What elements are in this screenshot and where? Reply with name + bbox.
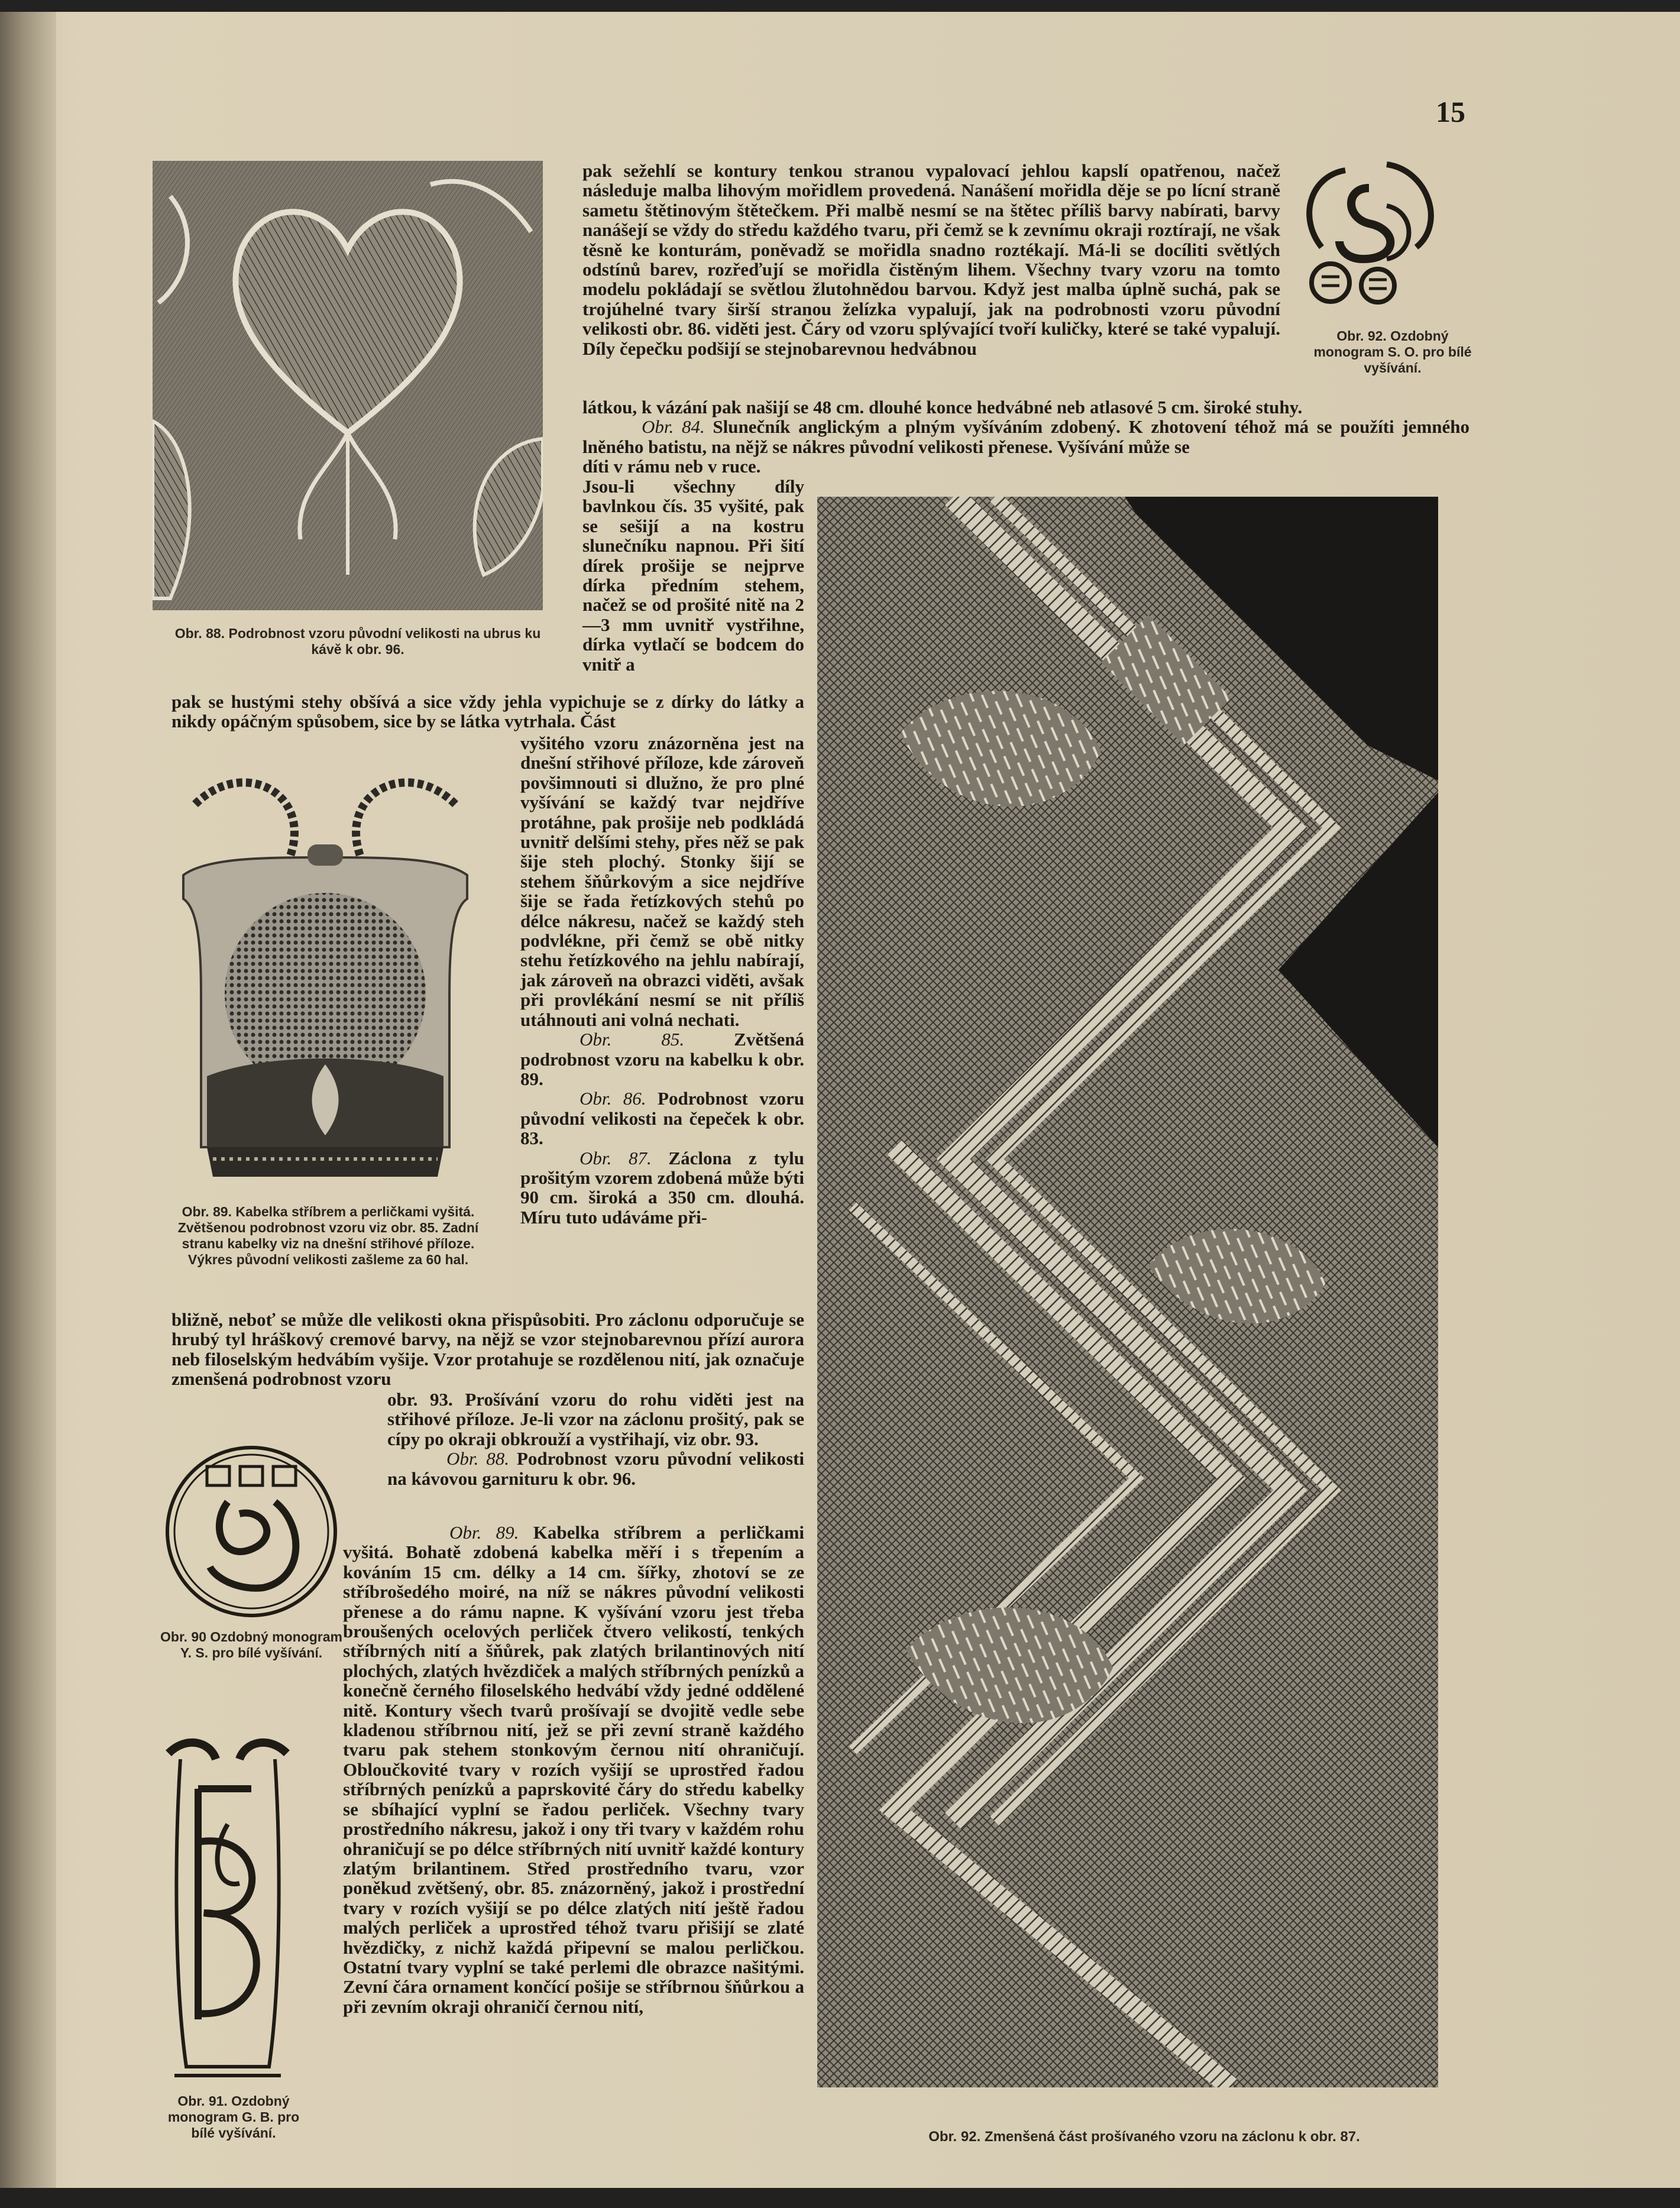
figure-reference: Obr. 87. [580, 1147, 652, 1168]
scan-top-edge [0, 0, 1680, 12]
scan-bottom-edge [0, 2188, 1680, 2208]
text-block-2 [582, 397, 1469, 477]
paragraph-text: obr. 93. Prošívání vzoru do rohu viděti jest na střihové příloze. Je-li vzor na záclonu prošitý, pak se cípy po okraji obkrouží a vystřihají, viz obr. 93. [387, 1389, 804, 1449]
book-spine-shadow [0, 0, 56, 2208]
monogram-ys-image [163, 1443, 340, 1620]
curtain-lace-pattern-image [817, 497, 1438, 2087]
paragraph-text: pak se hustými stehy obšívá a sice vždy jehla vypichuje se z dírky do látky a nikdy opáčným spůsobem, sice by se látka vytrhala. Část [171, 691, 804, 732]
text-block-3 [582, 477, 804, 674]
page-number: 15 [1436, 95, 1465, 128]
text-block-1 [582, 161, 1280, 358]
embroidered-heart-detail-image [153, 161, 543, 610]
text-block-5 [520, 733, 804, 1227]
monogram-gb-image [163, 1736, 293, 2090]
paragraph-text: Podrobnost vzoru původní velikosti na čepeček k obr. 83. [520, 1088, 805, 1149]
paragraph-text: Kabelka stříbrem a perličkami vyšitá. Bohatě zdobená kabelka měří i s třepením a kováním 15 cm. délky a 14 cm. šířky, zhotoví se ze stříbrošedého moiré, na níž se nákres původní velikosti přenese a do rámu napne. K vyšívání vzoru jest třeba broušených ocelových perliček čtvero velikostí, tenkých stříbrných nití a šňůrek, pak zlatých brilantinových nití plochých, zlatých hvězdiček a malých stříbrných penízků a konečně černého filoselského hedvábí vždy jedné oddělené nitě. Kontury všech tvarů prošívají se dvojitě vedle sebe kladenou stříbrnou nití, jež se při zevní straně každého tvaru pak stehem stonkovým černou nití ohraničují. Obloučkovité tvary v rozích vyšijí se uprostřed řadou stříbrných penízků a paprskovité čáry do středu kabelky se sbíhající vyplní se řadou perliček. Všechny tvary prostředního nákresu, jakož i ony tři tvary v každém rohu ohraničují se po délce stříbrných nití uvnitř každé kontury zlatým brilantinem. Střed prostředního tvaru, vzor poněkud zvětšený, obr. 85. znázorněný, jakož i prostřední tvary v rozích vyšijí se po délce zlatých nití ještě řadou malých perliček a uprostřed téhož tvaru přišijí se zlaté hvězdičky, z nichž každá připevní se malou perličkou. Ostatní tvary vyplní se také perlemi dle obrazce našitými. Zevní čára ornament končící pošije se stříbrnou šňůrkou a při zevním okraji ohraničí černou nití, [343, 1522, 805, 2017]
paragraph-text: látkou, k vázání pak našijí se 48 cm. dlouhé konce hedvábné neb atlasové 5 cm. široké stuhy. [582, 397, 1303, 417]
beaded-handbag-image [171, 769, 479, 1183]
paragraph-text: díti v rámu neb v ruce. [582, 456, 761, 477]
paragraph-text: Podrobnost vzoru původní velikosti na kávovou garnituru k obr. 96. [387, 1448, 804, 1489]
text-block-7 [387, 1390, 804, 1488]
fig92-monogram-caption: Obr. 92. Ozdobný monogram S. O. pro bílé vyšívání. [1313, 328, 1472, 375]
paragraph-text: pak sežehlí se kontury tenkou stranou vypalovací jehlou kapslí opatřenou, načež následuje malba lihovým mořidlem provedená. Nanášení mořidla děje se po lícní straně sametu štětinovým štětečkem. Při malbě nesmí se na štětec příliš barvy nabírati, barvy nanášejí se vždy do středu každého tvaru, při čemž se k zevnímu okraji roztírají, ne však těsně ke konturám, poněvadž se mořidla snadno roztékají. Má-li se docíliti světlých odstínů barev, rozřeďují se mořidla čistěným lihem. Všechny tvary vzoru na tomto modelu pokládají se světlou žlutohnědou barvou. Když jest malba úplně suchá, pak se trojúhelné tvary širší stranou želízka vypalují, jak na podrobnosti vzoru původní velikosti obr. 86. viděti jest. Čáry od vzoru splývající tvoří kuličky, které se také vypalují. Díly čepečku podšijí se stejnobarevnou hedvábnou [582, 160, 1280, 359]
paragraph-text: Slunečník anglickým a plným vyšíváním zdobený. K zhotovení téhož má se použíti jemného lněného batistu, na nějž se nákres původní velikosti přenese. Vyšívání může se [582, 416, 1470, 457]
paragraph-text: Zvětšená podrobnost vzoru na kabelku k obr. 89. [520, 1029, 804, 1089]
fig90-caption: Obr. 90 Ozdobný monogram Y. S. pro bílé vyšívání. [160, 1629, 342, 1660]
figure-reference: Obr. 85. [580, 1029, 685, 1050]
figure-reference: Obr. 88. [446, 1448, 509, 1469]
fig89-caption: Obr. 89. Kabelka stříbrem a perličkami vyšitá. Zvětšenou podrobnost vzoru viz obr. 85. Zadní stranu kabelky viz na dnešní střihové příloze. Výkres původní velikosti zašleme za 60 hal. [177, 1204, 479, 1267]
fig91-caption: Obr. 91. Ozdobný monogram G. B. pro bílé vyšívání. [167, 2093, 300, 2141]
figure-reference: Obr. 86. [580, 1088, 646, 1109]
monogram-so-image [1298, 158, 1440, 312]
figure-reference: Obr. 84. [642, 416, 705, 438]
paragraph-text: vyšitého vzoru znázorněna jest na dnešní střihové příloze, kde zároveň povšimnouti si dlužno, že pro plné vyšívání se každý tvar nejdříve protáhne, pak prošije neb podkládá uvnitř delšími stehy, přes něž se pak šije steh plochý. Stonky šijí se stehem šňůrkovým a sice nejdříve šije se řada řetízkových stehů po délce nákresu, načež se každý steh podvlékne, při čemž se obě nitky stehu řetízkového na jehlu nabírají, jak zároveň na obrazci viděti, avšak při provlékání nesmí se nit příliš utáhnouti ani volná nechati. [520, 733, 804, 1030]
text-block-6 [171, 1310, 804, 1389]
text-block-4 [171, 692, 804, 731]
paragraph-text: Záclona z tylu prošitým vzorem zdobená může býti 90 cm. široká a 350 cm. dlouhá. Míru tuto udáváme při- [520, 1147, 804, 1228]
text-block-8 [343, 1523, 804, 2016]
figure-reference: Obr. 89. [449, 1522, 519, 1543]
fig92-curtain-caption: Obr. 92. Zmenšená část prošívaného vzoru na záclonu k obr. 87. [928, 2129, 1360, 2145]
paragraph-text: Jsou-li všechny díly bavlnkou čís. 35 vyšité, pak se sešijí a na kostru slunečníku napnou. Při šití dírek prošije se nejprve dírka předním stehem, načež se od prošité nitě na 2—3 mm uvnitř vystřihne, dírka vytlačí se bodcem do vnitř a [582, 476, 804, 675]
paragraph-text: bližně, neboť se může dle velikosti okna přispůsobiti. Pro záclonu odporučuje se hrubý tyl hráškový cremové barvy, na nějž se vzor stejnobarevnou přízí aurora neb filoselským hedvábím vyšije. Vzor protahuje se rozdělenou nití, jak označuje zmenšená podrobnost vzoru [171, 1309, 804, 1390]
fig88-caption: Obr. 88. Podrobnost vzoru původní velikosti na ubrus ku kávě k obr. 96. [174, 626, 541, 657]
